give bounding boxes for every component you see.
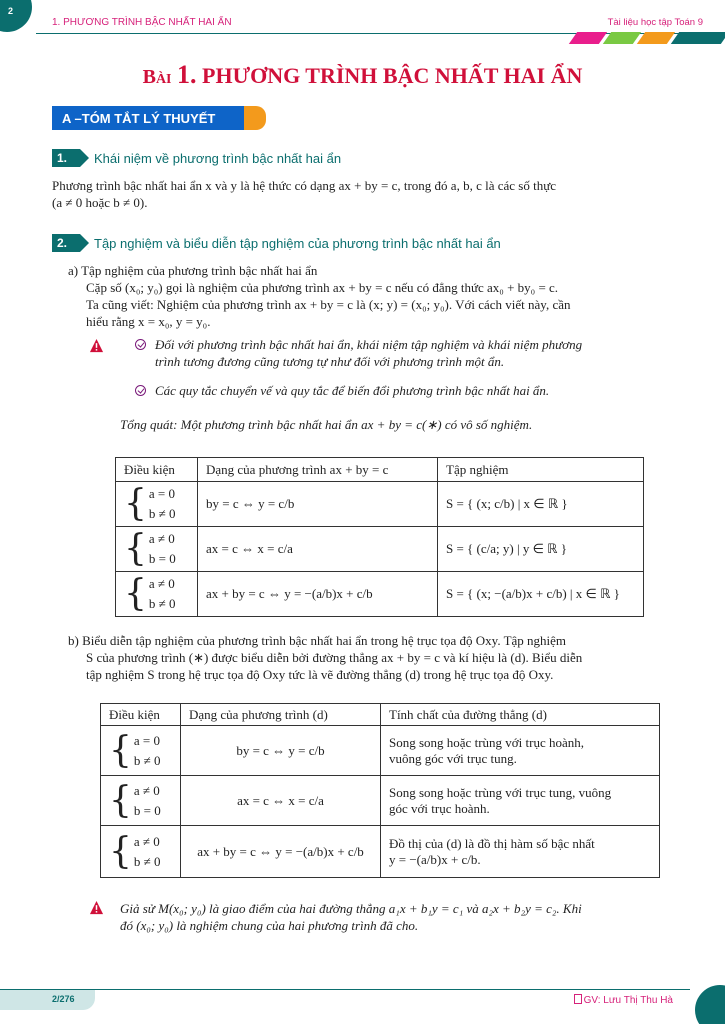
condition-line: b ≠ 0 [148,596,176,611]
condition-line: a ≠ 0 [148,531,175,546]
condition-line: b ≠ 0 [148,506,176,521]
header-stripes [573,32,725,46]
title-prefix: Bài [142,66,172,88]
form-cell: ax + by = c ⇔ y = −(a/b)x + c/b [198,572,438,617]
property-line: Song song hoặc trùng với trục tung, vuông [389,784,612,800]
part-b-line-1: b) Biểu diễn tập nghiệm của phương trình bậc nhất hai ẩn trong hệ trục tọa độ Oxy. Tập nghiệm [68,633,567,648]
stripe-3 [637,32,675,44]
subheading-1 [52,148,341,168]
check-circle-icon [135,339,146,350]
form-cell: ax + by = c ⇔ y = −(a/b)x + c/b [181,826,381,878]
page-number-top: 2 [8,6,14,16]
footer-author [574,994,673,1006]
table-header: Tính chất của đường thẳng (d) [381,704,660,726]
definition-line-1: Phương trình bậc nhất hai ẩn x và y là hệ thức có dạng ax + by = c, trong đó a, b, c là các số thực [52,178,557,193]
book-header: Tài liệu học tập Toán 9 [607,17,703,28]
line-properties-table [100,703,660,878]
note-3-line-2: đó (x₀; y₀) là nghiệm chung của hai phương trình đã cho. [120,918,419,933]
condition-cell: { a = 0 b ≠ 0 [116,482,198,527]
note-2: Các quy tắc chuyển vế và quy tắc để biến đổi phương trình bậc nhất hai ẩn. [155,383,550,398]
part-a-line-2: Cặp số (x₀; y₀) gọi là nghiệm của phương trình ax + by = c nếu có đẳng thức ax₀ + by₀ = c. [86,280,559,295]
set-cell: S = { (c/a; y) | y ∈ ℝ } [438,527,644,572]
page-title [0,60,725,90]
note-1-line-1: Đối với phương trình bậc nhất hai ẩn, khái niệm tập nghiệm và khái niệm phương [155,337,583,352]
document-icon [574,994,582,1004]
table-header: Điều kiện [101,704,181,726]
property-line: góc với trục hoành. [389,800,490,816]
table-header-row [116,458,644,482]
footer-rule [0,989,690,990]
note-3-line-1: Giả sử M(x₀; y₀) là giao điểm của hai đường thẳng a₁x + b₁y = c₁ và a₂x + b₂y = c₂. Khi [120,901,582,916]
chapter-header: 1. PHƯƠNG TRÌNH BẬC NHẤT HAI ẨN [52,17,232,28]
property-cell [381,826,660,878]
stripe-4 [671,32,725,44]
property-cell [381,776,660,826]
general-statement: Tổng quát: Một phương trình bậc nhất hai ẩn ax + by = c(∗) có vô số nghiệm. [120,417,533,432]
footer-tab [0,990,95,1010]
table-row [101,776,660,826]
condition-line: a = 0 [133,732,161,748]
part-a-line-4: hiểu rằng x = x₀, y = y₀. [86,314,211,329]
condition-cell: { a ≠ 0 b ≠ 0 [101,826,181,878]
part-b-line-3: tập nghiệm S trong hệ trục tọa độ Oxy tức là vẽ đường thẳng (d) trong hệ trục tọa độ Oxy. [86,667,554,682]
section-a-label: A –TÓM TẮT LÝ THUYẾT [62,111,216,126]
footer-corner-badge [695,985,725,1024]
part-b-paragraph [68,632,678,683]
property-line: y = −(a/b)x + c/b. [389,851,481,867]
table-header: Tập nghiệm [438,458,644,482]
check-circle-icon [135,385,146,396]
condition-cell: { a ≠ 0 b = 0 [101,776,181,826]
property-cell [381,726,660,776]
property-line: Đồ thị của (d) là đồ thị hàm số bậc nhất [389,835,595,851]
table-header: Điều kiện [116,458,198,482]
page-corner-badge [0,0,32,32]
table-row [101,726,660,776]
condition-line: b = 0 [133,802,161,818]
title-text: PHƯƠNG TRÌNH BẬC NHẤT HAI ẨN [202,63,583,88]
condition-cell: { a ≠ 0 b ≠ 0 [116,572,198,617]
solution-set-table [115,457,644,617]
form-cell: ax = c ⇔ x = c/a [181,776,381,826]
stripe-2 [603,32,641,44]
form-cell: ax = c ⇔ x = c/a [198,527,438,572]
condition-line: b = 0 [148,551,176,566]
condition-line: b ≠ 0 [133,752,161,768]
part-a-paragraph [68,262,678,330]
note-1 [155,336,675,370]
condition-cell: { a ≠ 0 b = 0 [116,527,198,572]
warning-icon [89,338,104,353]
stripe-1 [569,32,607,44]
condition-line: a ≠ 0 [148,576,175,591]
set-cell: S = { (x; −(a/b)x + c/b) | x ∈ ℝ } [438,572,644,617]
set-cell: S = { (x; c/b) | x ∈ ℝ } [438,482,644,527]
title-number: 1. [177,60,197,89]
table-row [116,482,644,527]
subheading-1-label: Khái niệm về phương trình bậc nhất hai ẩn [94,150,342,166]
condition-line: b ≠ 0 [133,853,161,869]
subheading-2 [52,233,501,253]
condition-line: a = 0 [148,486,176,501]
condition-cell: { a = 0 b ≠ 0 [101,726,181,776]
table-header-row [101,704,660,726]
table-row [116,572,644,617]
section-a-banner [52,106,266,130]
form-cell: by = c ⇔ y = c/b [198,482,438,527]
condition-line: a ≠ 0 [133,833,160,849]
condition-line: a ≠ 0 [133,782,160,798]
part-a-line-3: Ta cũng viết: Nghiệm của phương trình ax + by = c là (x; y) = (x₀; y₀). Với cách viết này, cần [86,297,571,312]
subheading-2-label: Tập nghiệm và biểu diễn tập nghiệm của phương trình bậc nhất hai ẩn [94,235,501,251]
table-row [116,527,644,572]
footer-page-number: 2/276 [52,994,75,1004]
definition-paragraph [52,177,677,211]
warning-icon [89,900,104,915]
part-b-line-2: S của phương trình (∗) được biểu diễn bởi đường thẳng ax + by = c và kí hiệu là (d). Biểu diễn [86,650,583,665]
part-a-line-1: a) Tập nghiệm của phương trình bậc nhất hai ẩn [68,263,318,278]
section-a-tip [244,106,266,130]
table-header: Dạng của phương trình (d) [181,704,381,726]
note-3 [120,900,675,934]
property-line: vuông góc với trục tung. [389,750,517,766]
property-line: Song song hoặc trùng với trục hoành, [389,734,584,750]
subheading-1-number: 1. [52,149,80,167]
form-cell: by = c ⇔ y = c/b [181,726,381,776]
table-row [101,826,660,878]
note-1-line-2: trình tương đương cũng tương tự như đối với phương trình một ẩn. [155,354,505,369]
subheading-2-number: 2. [52,234,80,252]
footer-author-text: GV: Lưu Thị Thu Hà [583,995,673,1006]
definition-line-2: (a ≠ 0 hoặc b ≠ 0). [52,195,148,210]
table-header: Dạng của phương trình ax + by = c [198,458,438,482]
